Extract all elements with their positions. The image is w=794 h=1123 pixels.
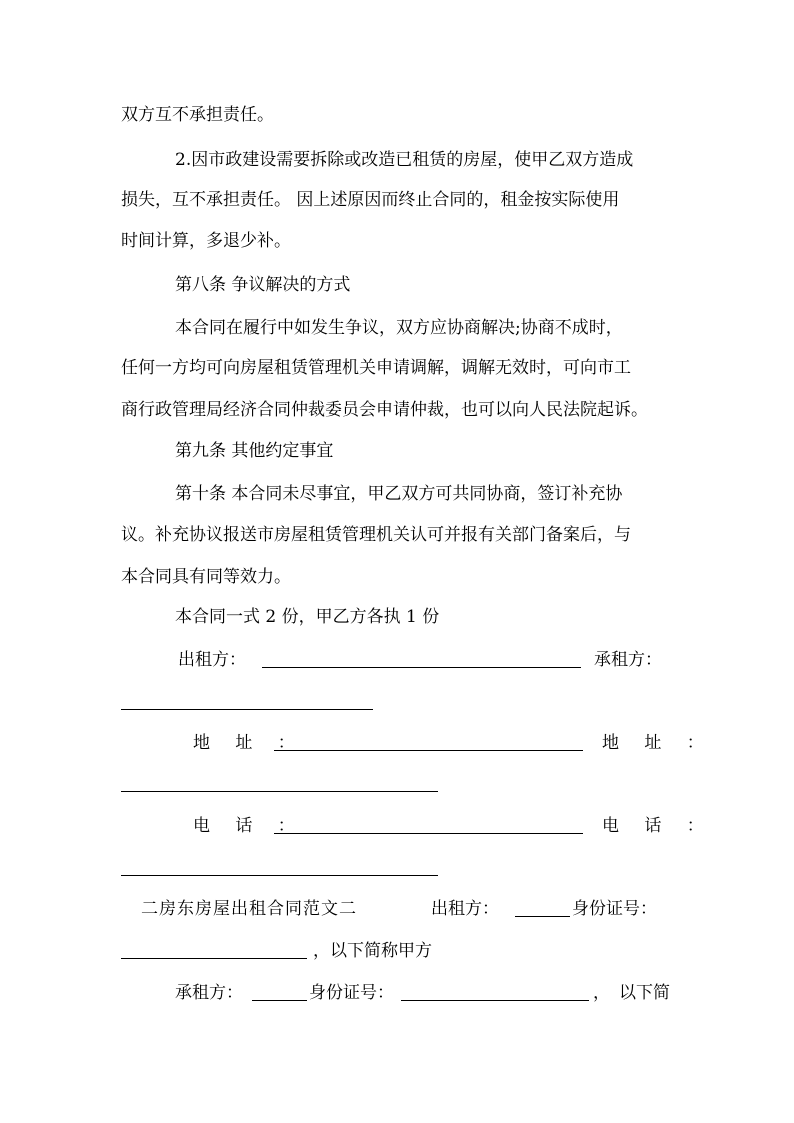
paragraph-line: 双方互不承担责任。	[121, 105, 274, 125]
lessee-label: 承租方：	[594, 650, 662, 670]
template2-id2-blank-line	[401, 1000, 589, 1001]
phone-label-left: 电 话 ：	[193, 816, 305, 836]
comma: ，	[593, 983, 610, 1003]
paragraph-line: 本合同具有同等效力。	[121, 567, 291, 587]
party-a-suffix: ，以下简称甲方	[313, 941, 432, 961]
article-heading: 第八条 争议解决的方式	[175, 275, 351, 295]
lessee-blank-line	[121, 709, 373, 710]
template2-lessee-blank-line	[252, 1000, 307, 1001]
paragraph-line: 本合同在履行中如发生争议，双方应协商解决;协商不成时，	[175, 318, 623, 338]
copies-statement: 本合同一式 2 份，甲乙方各执 1 份	[175, 607, 440, 627]
template2-id-label-2: 身份证号：	[309, 983, 394, 1003]
template-title: 二房东房屋出租合同范文二	[141, 899, 357, 919]
template2-lessor-label: 出租方：	[431, 899, 499, 919]
template2-id-blank-line	[121, 958, 307, 959]
lessor-blank-line	[262, 667, 581, 668]
paragraph-line: 2.因市政建设需要拆除或改造已租赁的房屋，使甲乙双方造成	[175, 150, 634, 170]
phone-left-blank-line	[274, 833, 583, 834]
template2-lessee-label: 承租方：	[175, 983, 243, 1003]
template2-id-label: 身份证号：	[572, 899, 657, 919]
trailing-text: 以下简	[619, 983, 670, 1003]
address-left-blank-line	[274, 750, 583, 751]
paragraph-line: 任何一方均可向房屋租赁管理机关申请调解，调解无效时，可向市工	[121, 358, 631, 378]
paragraph-line: 时间计算，多退少补。	[121, 231, 291, 251]
paragraph-line: 第十条 本合同未尽事宜，甲乙双方可共同协商，签订补充协	[175, 484, 623, 504]
paragraph-line: 商行政管理局经济合同仲裁委员会申请仲裁，也可以向人民法院起诉。	[121, 400, 648, 420]
template2-lessor-blank-line	[515, 916, 570, 917]
phone-right-blank-line	[121, 875, 438, 876]
paragraph-line: 损失，互不承担责任。 因上述原因而终止合同的，租金按实际使用	[121, 190, 620, 210]
paragraph-line: 议。补充协议报送市房屋租赁管理机关认可并报有关部门备案后，与	[121, 525, 631, 545]
address-label-left: 地 址 ：	[193, 733, 305, 753]
address-right-blank-line	[121, 791, 438, 792]
address-label-right: 地 址 ：	[602, 733, 714, 753]
lessor-label: 出租方：	[178, 650, 246, 670]
phone-label-right: 电 话 ：	[602, 816, 714, 836]
article-heading: 第九条 其他约定事宜	[175, 441, 334, 461]
